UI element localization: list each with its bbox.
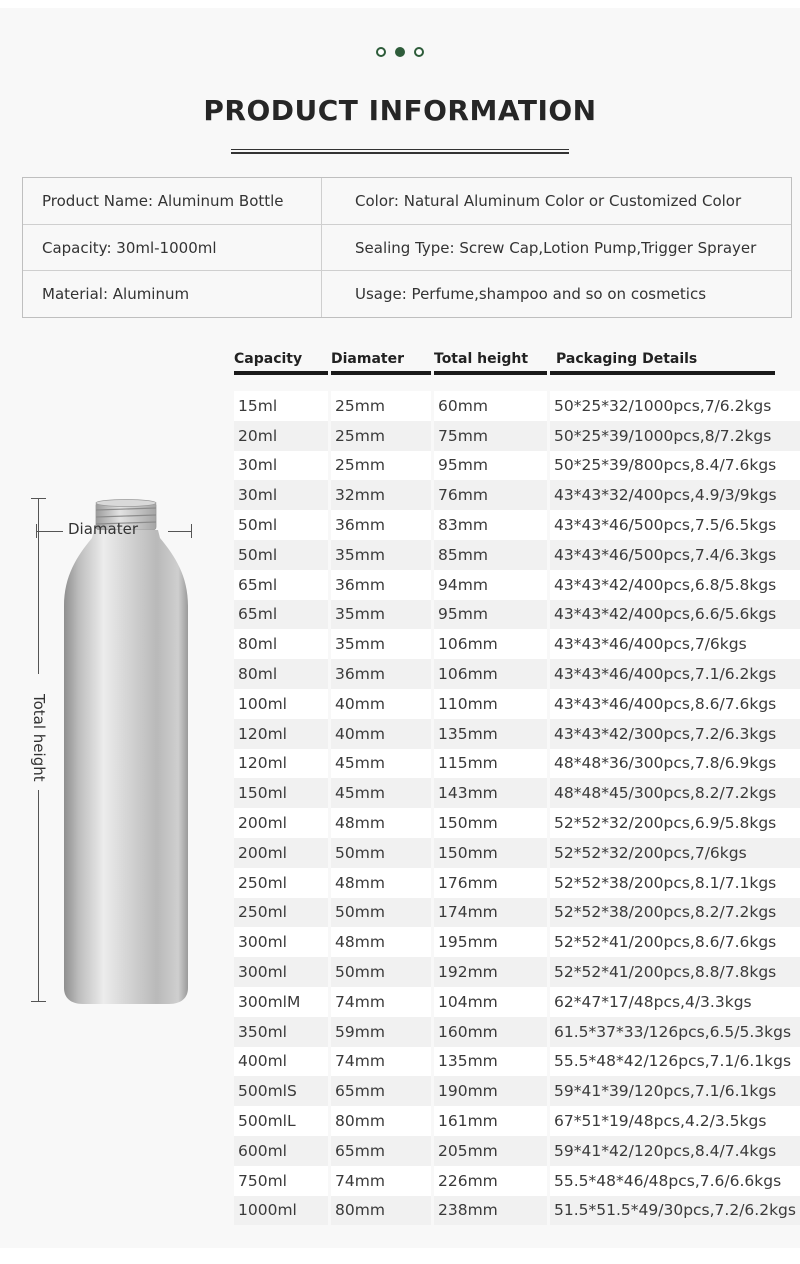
cell-total-height: 60mm [434, 391, 547, 421]
cell-packaging-details: 43*43*42/400pcs,6.6/5.6kgs [550, 600, 800, 630]
cell-diameter: 50mm [331, 957, 431, 987]
cell-capacity: 250ml [234, 898, 328, 928]
table-row [234, 1047, 800, 1077]
cell-diameter: 35mm [331, 629, 431, 659]
cell-capacity: 80ml [234, 659, 328, 689]
cell-diameter: 45mm [331, 778, 431, 808]
table-row [234, 689, 800, 719]
info-row [23, 225, 791, 271]
cell-diameter: 25mm [331, 451, 431, 481]
cell-packaging-details: 61.5*37*33/126pcs,6.5/5.3kgs [550, 1017, 800, 1047]
cell-diameter: 48mm [331, 808, 431, 838]
cell-capacity: 30ml [234, 451, 328, 481]
cell-total-height: 150mm [434, 838, 547, 868]
cell-packaging-details: 52*52*41/200pcs,8.6/7.6kgs [550, 927, 800, 957]
table-row [234, 1106, 800, 1136]
table-row [234, 1017, 800, 1047]
cell-total-height: 115mm [434, 749, 547, 779]
cell-diameter: 45mm [331, 749, 431, 779]
header-packaging-details: Packaging Details [550, 345, 775, 375]
header-total-height: Total height [434, 345, 547, 375]
dot-icon [376, 47, 386, 57]
diameter-line-right [168, 531, 191, 532]
cell-diameter: 65mm [331, 1136, 431, 1166]
cell-total-height: 176mm [434, 868, 547, 898]
diameter-label: Diamater [68, 520, 138, 538]
cell-total-height: 161mm [434, 1106, 547, 1136]
table-row [234, 421, 800, 451]
cell-total-height: 205mm [434, 1136, 547, 1166]
table-row [234, 987, 800, 1017]
cell-diameter: 80mm [331, 1196, 431, 1226]
table-row [234, 1136, 800, 1166]
cell-total-height: 85mm [434, 540, 547, 570]
cell-diameter: 36mm [331, 510, 431, 540]
cell-diameter: 36mm [331, 659, 431, 689]
cell-packaging-details: 51.5*51.5*49/30pcs,7.2/6.2kgs [550, 1196, 800, 1226]
cell-diameter: 35mm [331, 540, 431, 570]
cell-capacity: 250ml [234, 868, 328, 898]
cell-packaging-details: 43*43*46/500pcs,7.5/6.5kgs [550, 510, 800, 540]
table-row [234, 570, 800, 600]
cell-packaging-details: 59*41*39/120pcs,7.1/6.1kgs [550, 1076, 800, 1106]
table-row [234, 898, 800, 928]
cell-capacity: 120ml [234, 719, 328, 749]
title-underline [231, 149, 569, 154]
cell-diameter: 48mm [331, 868, 431, 898]
cell-packaging-details: 50*25*39/800pcs,8.4/7.6kgs [550, 451, 800, 481]
table-row [234, 868, 800, 898]
diameter-dimension [36, 520, 192, 542]
cell-capacity: 50ml [234, 510, 328, 540]
cell-total-height: 135mm [434, 1047, 547, 1077]
cell-total-height: 150mm [434, 808, 547, 838]
table-row [234, 1166, 800, 1196]
cell-packaging-details: 52*52*32/200pcs,7/6kgs [550, 838, 800, 868]
cell-packaging-details: 50*25*32/1000pcs,7/6.2kgs [550, 391, 800, 421]
cell-diameter: 74mm [331, 1047, 431, 1077]
cell-packaging-details: 43*43*32/400pcs,4.9/3/9kgs [550, 480, 800, 510]
cell-packaging-details: 52*52*38/200pcs,8.1/7.1kgs [550, 868, 800, 898]
cell-total-height: 75mm [434, 421, 547, 451]
cell-total-height: 104mm [434, 987, 547, 1017]
diameter-right-tick [191, 524, 192, 538]
cell-total-height: 95mm [434, 451, 547, 481]
height-line-lower [38, 790, 39, 1001]
table-row [234, 480, 800, 510]
cell-capacity: 200ml [234, 838, 328, 868]
cell-packaging-details: 43*43*42/300pcs,7.2/6.3kgs [550, 719, 800, 749]
cell-capacity: 150ml [234, 778, 328, 808]
cell-packaging-details: 48*48*45/300pcs,8.2/7.2kgs [550, 778, 800, 808]
cell-capacity: 65ml [234, 570, 328, 600]
cell-packaging-details: 43*43*46/400pcs,8.6/7.6kgs [550, 689, 800, 719]
cell-packaging-details: 52*52*41/200pcs,8.8/7.8kgs [550, 957, 800, 987]
cell-packaging-details: 55.5*48*42/126pcs,7.1/6.1kgs [550, 1047, 800, 1077]
table-row [234, 1076, 800, 1106]
cell-capacity: 200ml [234, 808, 328, 838]
cell-diameter: 59mm [331, 1017, 431, 1047]
cell-capacity: 100ml [234, 689, 328, 719]
table-row [234, 1196, 800, 1226]
cell-diameter: 40mm [331, 689, 431, 719]
cell-total-height: 192mm [434, 957, 547, 987]
cell-total-height: 106mm [434, 659, 547, 689]
cell-packaging-details: 43*43*46/400pcs,7/6kgs [550, 629, 800, 659]
decorative-dots [0, 47, 800, 57]
table-row [234, 749, 800, 779]
cell-diameter: 80mm [331, 1106, 431, 1136]
cell-packaging-details: 48*48*36/300pcs,7.8/6.9kgs [550, 749, 800, 779]
table-row [234, 600, 800, 630]
cell-total-height: 110mm [434, 689, 547, 719]
table-row [234, 719, 800, 749]
cell-capacity: 400ml [234, 1047, 328, 1077]
cell-total-height: 143mm [434, 778, 547, 808]
table-row [234, 451, 800, 481]
table-row [234, 659, 800, 689]
cell-diameter: 32mm [331, 480, 431, 510]
cell-packaging-details: 59*41*42/120pcs,8.4/7.4kgs [550, 1136, 800, 1166]
cell-capacity: 500mlS [234, 1076, 328, 1106]
info-usage: Usage: Perfume,shampoo and so on cosmetics [355, 285, 707, 303]
cell-packaging-details: 43*43*46/500pcs,7.4/6.3kgs [550, 540, 800, 570]
cell-packaging-details: 50*25*39/1000pcs,8/7.2kgs [550, 421, 800, 451]
table-row [234, 838, 800, 868]
cell-total-height: 95mm [434, 600, 547, 630]
spec-rows [234, 391, 800, 1225]
table-row [234, 510, 800, 540]
cell-packaging-details: 67*51*19/48pcs,4.2/3.5kgs [550, 1106, 800, 1136]
aluminum-bottle-image [61, 498, 191, 1006]
total-height-label: Total height [30, 694, 48, 782]
cell-capacity: 300mlM [234, 987, 328, 1017]
cell-diameter: 40mm [331, 719, 431, 749]
cell-capacity: 750ml [234, 1166, 328, 1196]
cell-total-height: 83mm [434, 510, 547, 540]
bottle-figure [25, 498, 205, 1043]
cell-packaging-details: 43*43*42/400pcs,6.8/5.8kgs [550, 570, 800, 600]
info-color: Color: Natural Aluminum Color or Customized Color [355, 192, 742, 210]
cell-total-height: 190mm [434, 1076, 547, 1106]
table-row [234, 778, 800, 808]
info-product-name: Product Name: Aluminum Bottle [23, 178, 322, 224]
cell-diameter: 36mm [331, 570, 431, 600]
cell-capacity: 80ml [234, 629, 328, 659]
cell-total-height: 94mm [434, 570, 547, 600]
header-capacity: Capacity [234, 345, 328, 375]
cell-diameter: 25mm [331, 391, 431, 421]
height-bottom-tick [31, 1001, 46, 1002]
cell-capacity: 350ml [234, 1017, 328, 1047]
diameter-line-left [36, 531, 63, 532]
cell-capacity: 120ml [234, 749, 328, 779]
cell-total-height: 174mm [434, 898, 547, 928]
cell-diameter: 74mm [331, 987, 431, 1017]
cell-capacity: 300ml [234, 927, 328, 957]
header-diameter: Diamater [331, 345, 431, 375]
table-row [234, 629, 800, 659]
cell-total-height: 160mm [434, 1017, 547, 1047]
cell-capacity: 50ml [234, 540, 328, 570]
cell-diameter: 50mm [331, 898, 431, 928]
cell-diameter: 25mm [331, 421, 431, 451]
cell-total-height: 195mm [434, 927, 547, 957]
cell-capacity: 15ml [234, 391, 328, 421]
cell-total-height: 76mm [434, 480, 547, 510]
info-material: Material: Aluminum [23, 271, 322, 317]
cell-capacity: 600ml [234, 1136, 328, 1166]
cell-packaging-details: 52*52*38/200pcs,8.2/7.2kgs [550, 898, 800, 928]
cell-capacity: 30ml [234, 480, 328, 510]
cell-diameter: 48mm [331, 927, 431, 957]
dot-icon [414, 47, 424, 57]
info-capacity: Capacity: 30ml-1000ml [23, 225, 322, 270]
table-row [234, 391, 800, 421]
spec-table [234, 345, 800, 1220]
cell-capacity: 20ml [234, 421, 328, 451]
cell-diameter: 74mm [331, 1166, 431, 1196]
cell-packaging-details: 43*43*46/400pcs,7.1/6.2kgs [550, 659, 800, 689]
dot-filled-icon [395, 47, 405, 57]
cell-diameter: 35mm [331, 600, 431, 630]
info-row [23, 178, 791, 225]
cell-diameter: 50mm [331, 838, 431, 868]
cell-capacity: 300ml [234, 957, 328, 987]
cell-total-height: 135mm [434, 719, 547, 749]
cell-total-height: 226mm [434, 1166, 547, 1196]
cell-total-height: 106mm [434, 629, 547, 659]
cell-packaging-details: 55.5*48*46/48pcs,7.6/6.6kgs [550, 1166, 800, 1196]
table-row [234, 808, 800, 838]
cell-packaging-details: 62*47*17/48pcs,4/3.3kgs [550, 987, 800, 1017]
table-row [234, 540, 800, 570]
cell-capacity: 1000ml [234, 1196, 328, 1226]
cell-total-height: 238mm [434, 1196, 547, 1226]
info-sealing-type: Sealing Type: Screw Cap,Lotion Pump,Trigger Sprayer [355, 238, 757, 257]
cell-capacity: 500mlL [234, 1106, 328, 1136]
info-row [23, 271, 791, 317]
cell-diameter: 65mm [331, 1076, 431, 1106]
page-title: PRODUCT INFORMATION [203, 94, 597, 127]
table-row [234, 927, 800, 957]
product-info-table [22, 177, 792, 318]
table-row [234, 957, 800, 987]
cell-capacity: 65ml [234, 600, 328, 630]
spec-header-row [234, 345, 800, 375]
cell-packaging-details: 52*52*32/200pcs,6.9/5.8kgs [550, 808, 800, 838]
